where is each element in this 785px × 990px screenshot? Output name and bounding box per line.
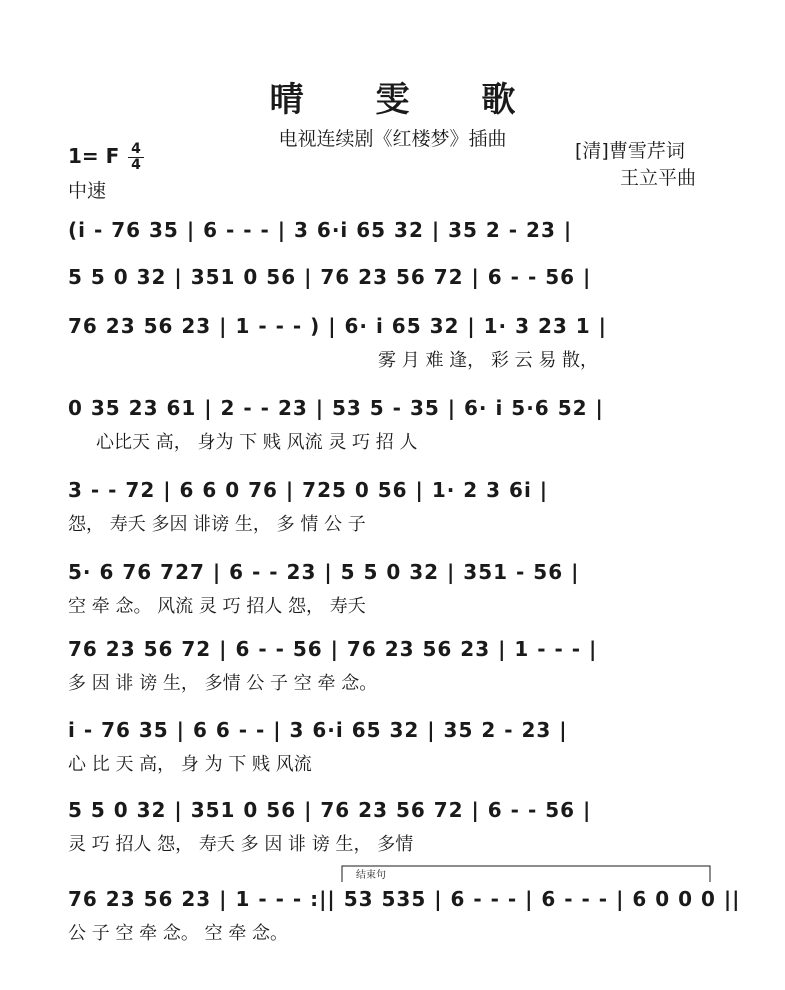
lyrics-line: 心比天 高， 身为 下 贱 风流 灵 巧 招 人 <box>96 432 418 453</box>
notes-line: 76 23 56 72 | 6 - - 56 | 76 23 56 23 | 1 - - - | <box>68 637 598 661</box>
notes-line: 3 - - 72 | 6 6 0 76 | 725 0 56 | 1· 2 3 6i | <box>68 478 549 502</box>
tempo-marking: 中速 <box>68 180 107 202</box>
notes-line: 5 5 0 32 | 351 0 56 | 76 23 56 72 | 6 - - 56 | <box>68 798 592 822</box>
song-title: 晴 雯 歌 <box>269 80 546 120</box>
song-subtitle: 电视连续剧《红楼梦》插曲 <box>278 128 507 150</box>
lyrics-line: 多 因 诽 谤 生， 多情 公 子 空 牵 念。 <box>68 673 378 694</box>
notes-line: 5 5 0 32 | 351 0 56 | 76 23 56 72 | 6 - - 56 | <box>68 265 592 289</box>
lyrics-line: 公 子 空 牵 念。 空 牵 念。 <box>68 923 289 944</box>
time-signature-bottom: 4 <box>131 157 141 173</box>
ending-bracket-line <box>342 866 710 882</box>
composer-credit: 王立平曲 <box>620 167 697 189</box>
lyrics-line: 怨， 寿夭 多因 诽谤 生， 多 情 公 子 <box>68 514 366 535</box>
lyricist-credit: [清]曹雪芹词 <box>575 140 685 162</box>
lyrics-line: 空 牵 念。 风流 灵 巧 招人 怨， 寿夭 <box>68 596 366 617</box>
notes-line: (i - 76 35 | 6 - - - | 3 6·i 65 32 | 35 2 - 23 | <box>68 218 573 242</box>
notes-line: 76 23 56 23 | 1 - - - ) | 6· i 65 32 | 1· 3 23 1 | <box>68 314 607 338</box>
notes-line: 0 35 23 61 | 2 - - 23 | 53 5 - 35 | 6· i 5·6 52 | <box>68 396 604 420</box>
lyrics-line: 灵 巧 招人 怨， 寿夭 多 因 诽 谤 生， 多情 <box>68 834 414 855</box>
lyrics-line: 心 比 天 高， 身 为 下 贱 风流 <box>68 754 312 775</box>
notes-line: i - 76 35 | 6 6 - - | 3 6·i 65 32 | 35 2 - 23 | <box>68 718 568 742</box>
time-signature-top: 4 <box>128 142 144 158</box>
notes-line: 5· 6 76 727 | 6 - - 23 | 5 5 0 32 | 351 - 56 | <box>68 560 580 584</box>
lyrics-line: 雾 月 难 逢， 彩 云 易 散， <box>378 350 599 371</box>
key-signature: 1= F <box>68 144 120 168</box>
notes-line: 76 23 56 23 | 1 - - - :|| 53 535 | 6 - - - | 6 - - - | 6 0 0 0 || <box>68 887 741 911</box>
ending-label: 结束句 <box>356 870 386 881</box>
